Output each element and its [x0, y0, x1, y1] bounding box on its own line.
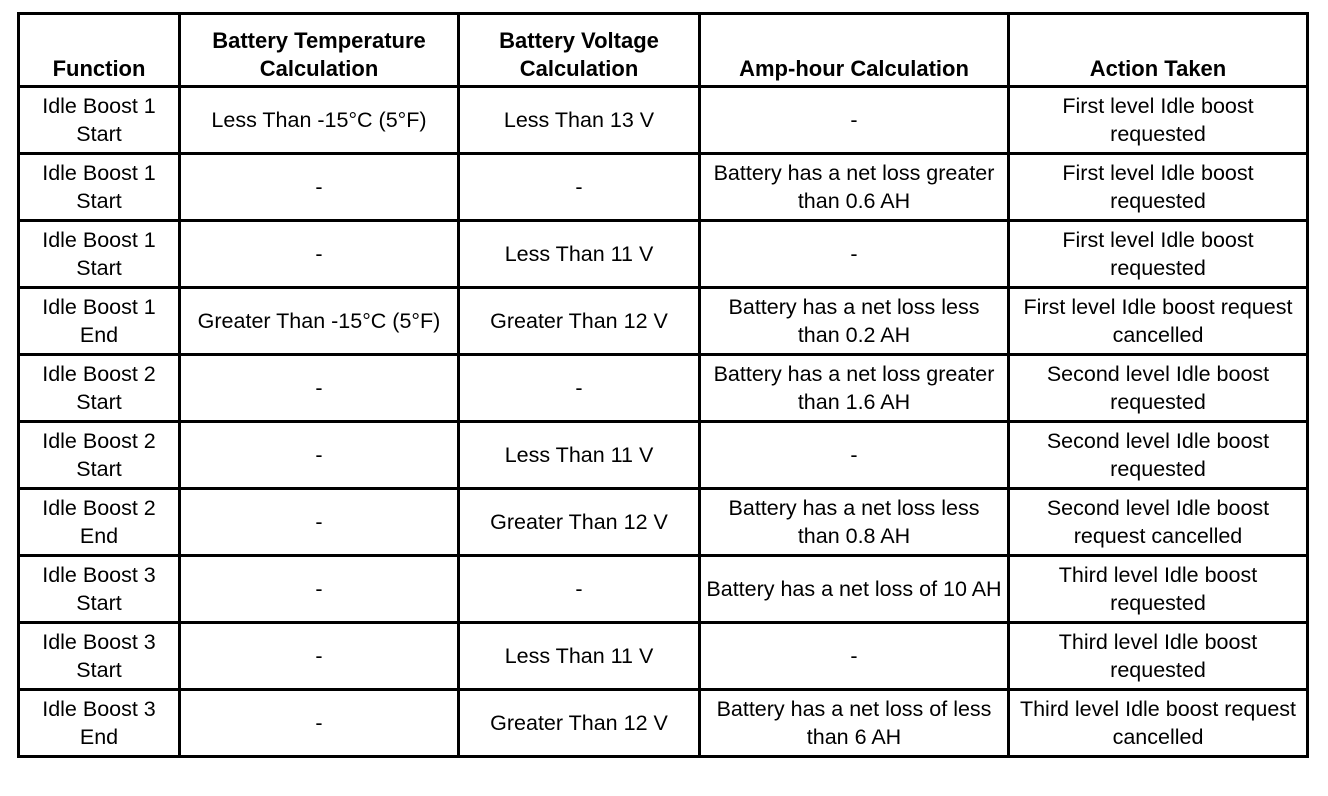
cell-battery-voltage: Less Than 13 V	[459, 87, 700, 154]
cell-function: Idle Boost 3 Start	[19, 556, 180, 623]
cell-battery-voltage: -	[459, 556, 700, 623]
cell-function: Idle Boost 3 End	[19, 690, 180, 757]
table-row	[19, 623, 1308, 690]
cell-action-taken: First level Idle boost requested	[1009, 154, 1308, 221]
cell-battery-temperature: -	[180, 690, 459, 757]
cell-battery-voltage: Less Than 11 V	[459, 422, 700, 489]
table-row	[19, 422, 1308, 489]
cell-battery-voltage: -	[459, 154, 700, 221]
cell-battery-voltage: Greater Than 12 V	[459, 288, 700, 355]
cell-battery-temperature: -	[180, 623, 459, 690]
cell-amp-hour: Battery has a net loss of 10 AH	[700, 556, 1009, 623]
cell-function: Idle Boost 2 End	[19, 489, 180, 556]
cell-amp-hour: -	[700, 623, 1009, 690]
cell-action-taken: Second level Idle boost requested	[1009, 422, 1308, 489]
cell-function: Idle Boost 2 Start	[19, 355, 180, 422]
cell-action-taken: First level Idle boost requested	[1009, 221, 1308, 288]
cell-battery-temperature: Less Than -15°C (5°F)	[180, 87, 459, 154]
cell-action-taken: Third level Idle boost requested	[1009, 556, 1308, 623]
cell-amp-hour: Battery has a net loss greater than 1.6 AH	[700, 355, 1009, 422]
cell-amp-hour: -	[700, 87, 1009, 154]
cell-function: Idle Boost 1 Start	[19, 87, 180, 154]
cell-battery-temperature: Greater Than -15°C (5°F)	[180, 288, 459, 355]
cell-action-taken: First level Idle boost requested	[1009, 87, 1308, 154]
cell-amp-hour: -	[700, 221, 1009, 288]
table-row	[19, 288, 1308, 355]
cell-battery-voltage: Less Than 11 V	[459, 221, 700, 288]
cell-amp-hour: Battery has a net loss less than 0.8 AH	[700, 489, 1009, 556]
cell-battery-temperature: -	[180, 355, 459, 422]
header-action-taken: Action Taken	[1009, 14, 1308, 87]
header-battery-temperature: Battery Temperature Calculation	[180, 14, 459, 87]
cell-function: Idle Boost 1 End	[19, 288, 180, 355]
table-row	[19, 690, 1308, 757]
cell-function: Idle Boost 1 Start	[19, 154, 180, 221]
cell-amp-hour: Battery has a net loss less than 0.2 AH	[700, 288, 1009, 355]
cell-function: Idle Boost 3 Start	[19, 623, 180, 690]
table-row	[19, 355, 1308, 422]
cell-battery-temperature: -	[180, 154, 459, 221]
header-battery-voltage: Battery Voltage Calculation	[459, 14, 700, 87]
cell-amp-hour: -	[700, 422, 1009, 489]
header-row	[19, 14, 1308, 87]
cell-action-taken: First level Idle boost request cancelled	[1009, 288, 1308, 355]
cell-amp-hour: Battery has a net loss of less than 6 AH	[700, 690, 1009, 757]
cell-battery-voltage: Greater Than 12 V	[459, 690, 700, 757]
idle-boost-table	[17, 12, 1309, 758]
cell-battery-voltage: Less Than 11 V	[459, 623, 700, 690]
cell-amp-hour: Battery has a net loss greater than 0.6 AH	[700, 154, 1009, 221]
cell-battery-temperature: -	[180, 221, 459, 288]
cell-action-taken: Second level Idle boost requested	[1009, 355, 1308, 422]
cell-battery-voltage: Greater Than 12 V	[459, 489, 700, 556]
cell-action-taken: Third level Idle boost request cancelled	[1009, 690, 1308, 757]
cell-battery-voltage: -	[459, 355, 700, 422]
table-row	[19, 154, 1308, 221]
idle-boost-table-container	[17, 12, 1306, 758]
header-amp-hour: Amp-hour Calculation	[700, 14, 1009, 87]
cell-function: Idle Boost 2 Start	[19, 422, 180, 489]
cell-battery-temperature: -	[180, 422, 459, 489]
table-row	[19, 489, 1308, 556]
table-row	[19, 87, 1308, 154]
cell-function: Idle Boost 1 Start	[19, 221, 180, 288]
cell-battery-temperature: -	[180, 489, 459, 556]
header-function: Function	[19, 14, 180, 87]
table-row	[19, 221, 1308, 288]
cell-battery-temperature: -	[180, 556, 459, 623]
cell-action-taken: Third level Idle boost requested	[1009, 623, 1308, 690]
cell-action-taken: Second level Idle boost request cancelled	[1009, 489, 1308, 556]
table-row	[19, 556, 1308, 623]
